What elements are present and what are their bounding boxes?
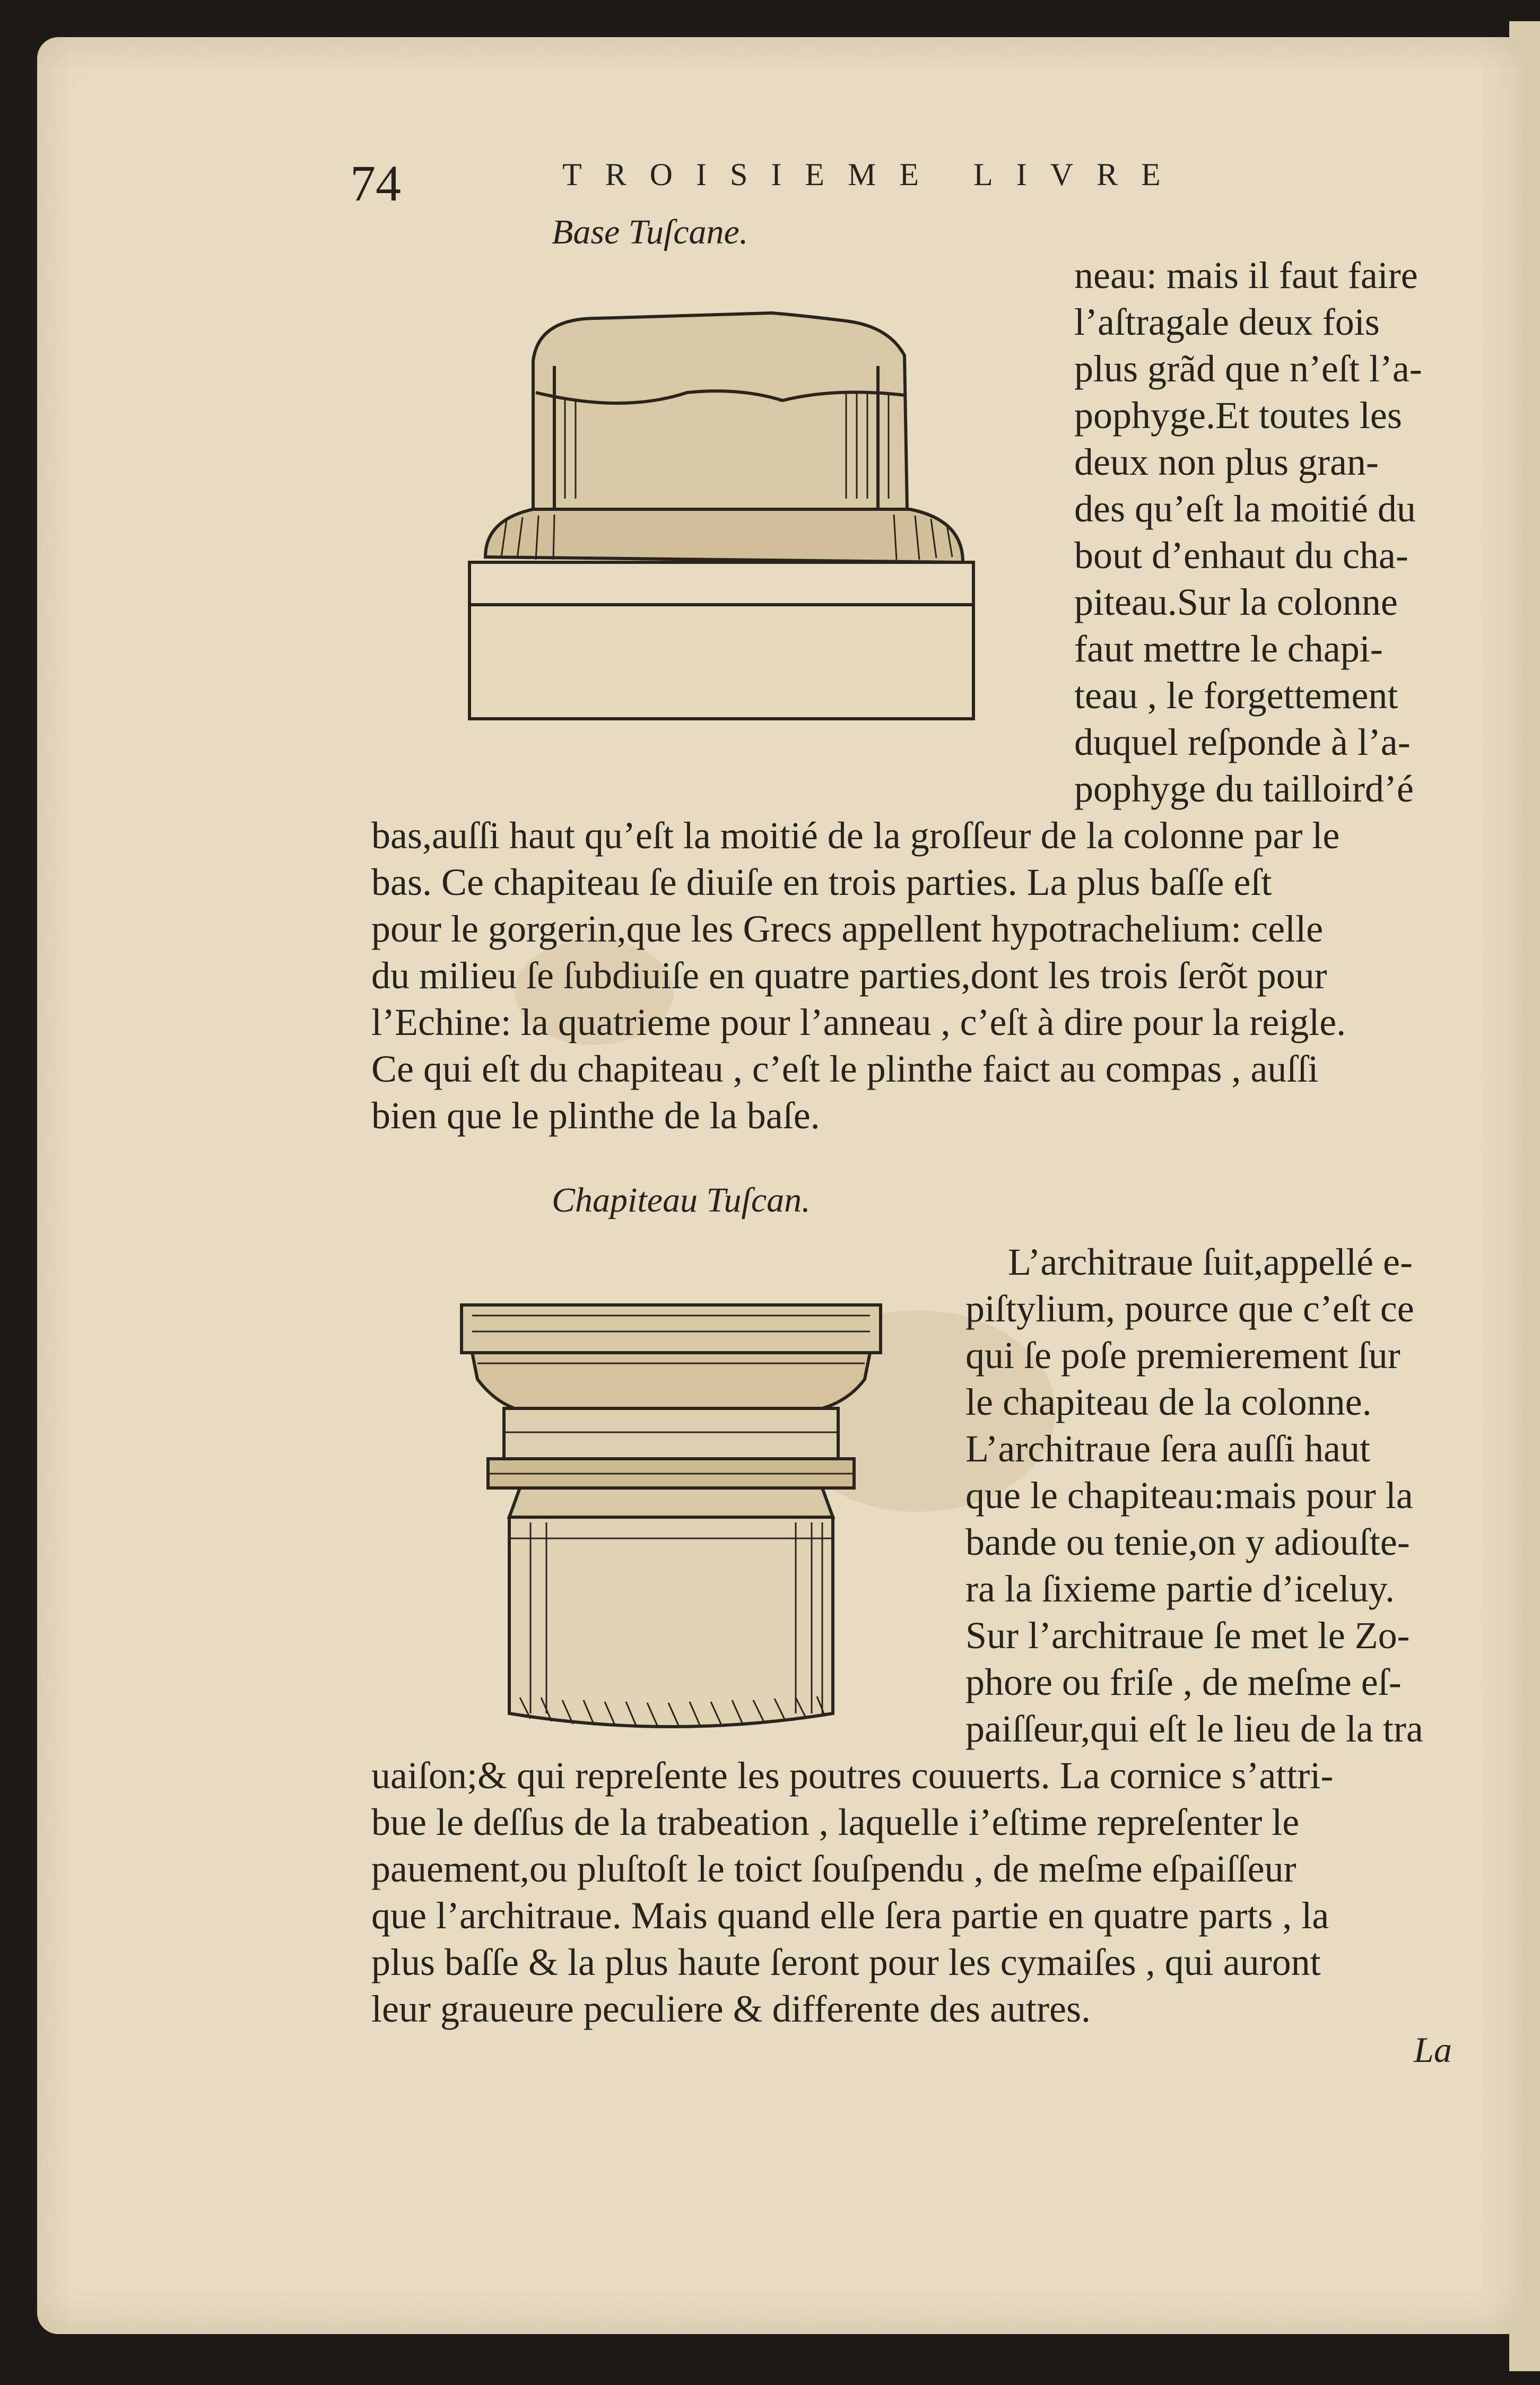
text-line: paiſſeur,qui eſt le lieu de la tra <box>965 1708 1423 1750</box>
catchword: La <box>1414 2030 1452 2070</box>
text-line: pophyge.Et toutes les <box>1074 394 1402 437</box>
text-line: Ce qui eſt du chapiteau , c’eſt le plinthe faict au compas , auſſi <box>371 1048 1319 1090</box>
text-line: piſtylium, pource que c’eſt ce <box>965 1287 1414 1330</box>
text-line: bande ou tenie,on y adiouſte- <box>965 1521 1410 1563</box>
tuscan-capital-illustration <box>456 1294 886 1745</box>
text-line: L’architraue ſera auſſi haut <box>965 1427 1370 1470</box>
text-line: bien que le plinthe de la baſe. <box>371 1094 820 1137</box>
text-line: que le chapiteau:mais pour la <box>965 1474 1413 1517</box>
text-line: pour le gorgerin,que les Grecs appellent hypotrachelium: celle <box>371 908 1324 950</box>
tuscan-base-illustration <box>464 286 1005 727</box>
text-line: phore ou friſe , de meſme eſ- <box>965 1661 1402 1703</box>
text-line: pauement,ou pluſtoſt le toict ſouſpendu , de meſme eſpaiſſeur <box>371 1848 1297 1890</box>
running-head: TROISIEME LIVRE <box>562 157 1184 192</box>
text-line: bue le deſſus de la trabeation , laquelle i’eſtime repreſenter le <box>371 1801 1300 1843</box>
text-line: piteau.Sur la colonne <box>1074 581 1398 623</box>
text-line: teau , le forgettement <box>1074 674 1398 717</box>
text-line: L’architraue ſuit,appellé e- <box>1008 1241 1413 1283</box>
text-line: l’Echine: la quatrieme pour l’anneau , c’eſt à dire pour la reigle. <box>371 1001 1346 1043</box>
page-number: 74 <box>350 155 401 212</box>
text-line: bout d’enhaut du cha- <box>1074 534 1408 577</box>
text-line: des qu’eſt la moitié du <box>1074 488 1416 530</box>
text-line: pophyge du tailloird’é <box>1074 768 1414 810</box>
text-line: faut mettre le chapi- <box>1074 628 1383 670</box>
text-line: bas. Ce chapiteau ſe diuiſe en trois parties. La plus baſſe eſt <box>371 861 1272 903</box>
text-line: neau: mais il faut faire <box>1074 254 1418 297</box>
text-line: deux non plus gran- <box>1074 441 1379 483</box>
text-line: le chapiteau de la colonne. <box>965 1381 1372 1423</box>
text-line: que l’architraue. Mais quand elle ſera partie en quatre parts , la <box>371 1894 1329 1937</box>
text-line: plus grãd que n’eſt l’a- <box>1074 347 1422 390</box>
figure-caption-base: Base Tuſcane. <box>552 213 749 251</box>
text-line: ra la ſixieme partie d’iceluy. <box>965 1568 1395 1610</box>
text-line: plus baſſe & la plus haute ſeront pour les cymaiſes , qui auront <box>371 1941 1321 1983</box>
text-line: uaiſon;& qui repreſente les poutres couuerts. La cornice s’attri- <box>371 1754 1334 1797</box>
text-line: Sur l’architraue ſe met le Zo- <box>965 1614 1410 1657</box>
text-line: duquel reſponde à l’a- <box>1074 721 1411 763</box>
text-line: du milieu ſe ſubdiuiſe en quatre parties,dont les trois ſerõt pour <box>371 954 1327 997</box>
text-line: l’aſtragale deux fois <box>1074 301 1380 343</box>
figure-caption-capital: Chapiteau Tuſcan. <box>552 1181 811 1220</box>
text-line: leur graueure peculiere & differente des autres. <box>371 1988 1091 2030</box>
text-line: qui ſe poſe premierement ſur <box>965 1334 1400 1377</box>
text-line: bas,auſſi haut qu’eſt la moitié de la groſſeur de la colonne par le <box>371 814 1340 857</box>
